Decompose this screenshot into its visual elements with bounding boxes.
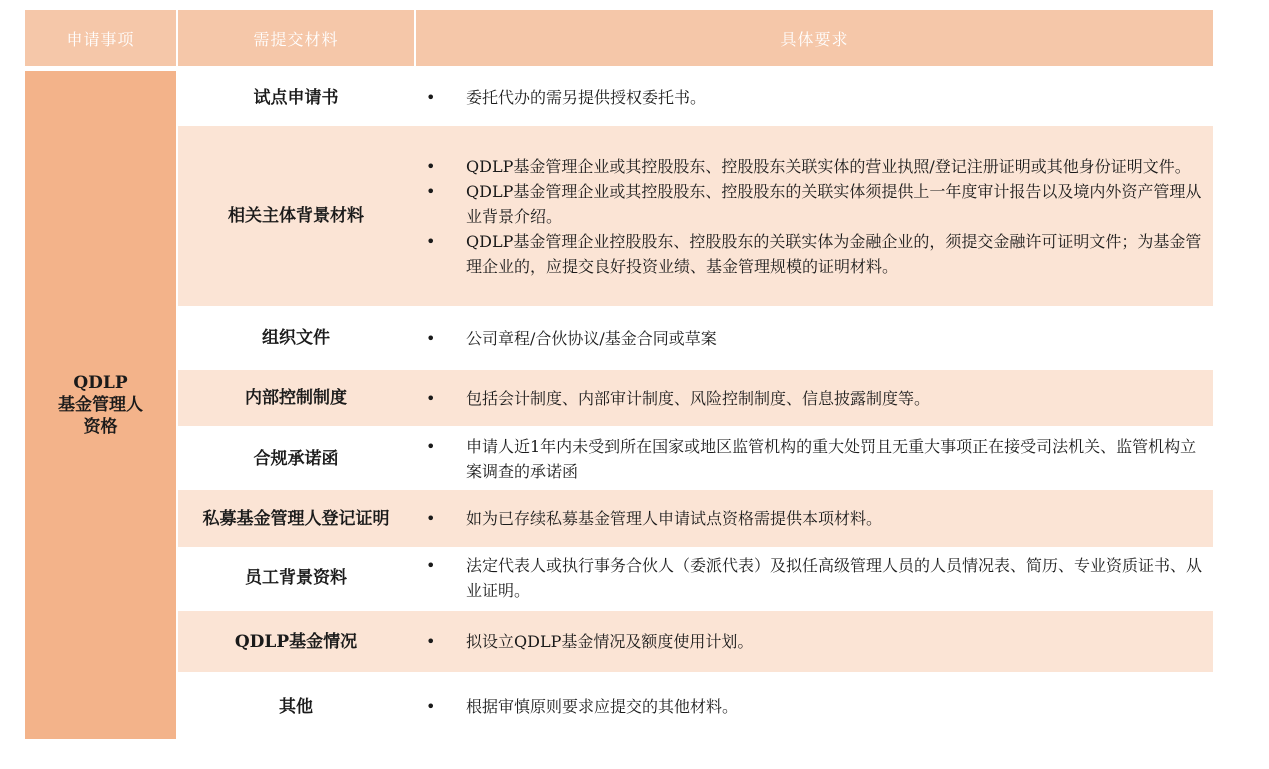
requirements-cell: [416, 71, 1213, 124]
requirement-item: [416, 553, 1205, 603]
requirement-item: [416, 694, 1205, 719]
bullet-icon: •: [426, 556, 436, 575]
table-row: [178, 611, 1213, 672]
table-row: [178, 549, 1213, 607]
material-name: 内部控制制度: [245, 388, 347, 408]
requirements-cell: [416, 674, 1213, 739]
requirements-cell: [416, 490, 1213, 547]
table-row: [178, 430, 1213, 488]
requirements-cell: [416, 549, 1213, 607]
table-row: [178, 490, 1213, 547]
requirements-cell: [416, 126, 1213, 306]
material-name: 试点申请书: [253, 87, 339, 108]
table-row: [178, 308, 1213, 368]
requirement-item: [416, 85, 1205, 110]
requirement-text: 包括会计制度、内部审计制度、风险控制制度、信息披露制度等。: [466, 388, 931, 408]
bullet-icon: •: [426, 156, 436, 176]
requirement-item: [416, 629, 1205, 654]
material-name: 相关主体背景材料: [228, 206, 364, 226]
requirement-item: [416, 154, 1205, 179]
material-name: QDLP基金情况: [234, 631, 358, 652]
requirement-item: [416, 326, 1205, 351]
category-cell: [25, 71, 176, 739]
requirements-cell: [416, 611, 1213, 672]
requirement-text: 委托代办的需另提供授权委托书。: [466, 88, 707, 107]
requirements-cell: [416, 370, 1213, 426]
requirement-text: 根据审慎原则要求应提交的其他材料。: [466, 697, 739, 716]
table-row: [178, 126, 1213, 306]
bullet-icon: •: [426, 697, 436, 716]
bullet-icon: •: [426, 181, 436, 201]
header-apply-item: 申请事项: [25, 10, 176, 66]
bullet-icon: •: [426, 231, 436, 251]
requirement-item: [416, 506, 1205, 531]
requirement-text: 拟设立QDLP基金情况及额度使用计划。: [466, 632, 754, 651]
material-name: 其他: [279, 696, 313, 717]
table-row: [178, 674, 1213, 739]
requirement-text: QDLP基金管理企业或其控股股东、控股股东的关联实体须提供上一年度审计报告以及境内外资产管理从业背景介绍。: [466, 181, 1202, 226]
requirements-cell: [416, 430, 1213, 488]
header-requirements: 具体要求: [416, 10, 1213, 66]
bullet-icon: •: [426, 437, 436, 456]
requirement-item: [416, 179, 1205, 229]
requirement-item: [416, 386, 1205, 411]
requirements-cell: [416, 308, 1213, 368]
requirement-item: [416, 229, 1205, 279]
material-name: 员工背景资料: [245, 568, 347, 588]
bullet-icon: •: [426, 632, 436, 651]
category-line-3: 资格: [83, 417, 118, 437]
requirement-text: QDLP基金管理企业控股股东、控股股东的关联实体为金融企业的，须提交金融许可证明文件；为基金管理企业的，应提交良好投资业绩、基金管理规模的证明材料。: [466, 231, 1202, 276]
table-row: [178, 370, 1213, 426]
bullet-icon: •: [426, 88, 436, 107]
category-line-1: QDLP: [73, 373, 128, 393]
requirement-text: 如为已存续私募基金管理人申请试点资格需提供本项材料。: [466, 509, 883, 528]
header-materials: 需提交材料: [178, 10, 414, 66]
requirement-text: QDLP基金管理企业或其控股股东、控股股东关联实体的营业执照/登记注册证明或其他身份证明文件。: [466, 156, 1191, 176]
requirement-text: 法定代表人或执行事务合伙人（委派代表）及拟任高级管理人员的人员情况表、简历、专业资质证书、从业证明。: [466, 556, 1203, 600]
bullet-icon: •: [426, 328, 436, 348]
bullet-icon: •: [426, 509, 436, 528]
material-name: 组织文件: [262, 328, 330, 348]
bullet-icon: •: [426, 388, 436, 408]
material-name: 合规承诺函: [253, 449, 339, 469]
table-row: [178, 71, 1213, 124]
material-name: 私募基金管理人登记证明: [202, 508, 390, 529]
requirement-text: 申请人近1年内未受到所在国家或地区监管机构的重大处罚且无重大事项正在接受司法机关、监管机构立案调查的承诺函: [466, 437, 1197, 481]
requirement-item: [416, 434, 1205, 484]
category-line-2: 基金管理人: [58, 395, 143, 415]
requirement-text: 公司章程/合伙协议/基金合同或草案: [466, 328, 717, 348]
